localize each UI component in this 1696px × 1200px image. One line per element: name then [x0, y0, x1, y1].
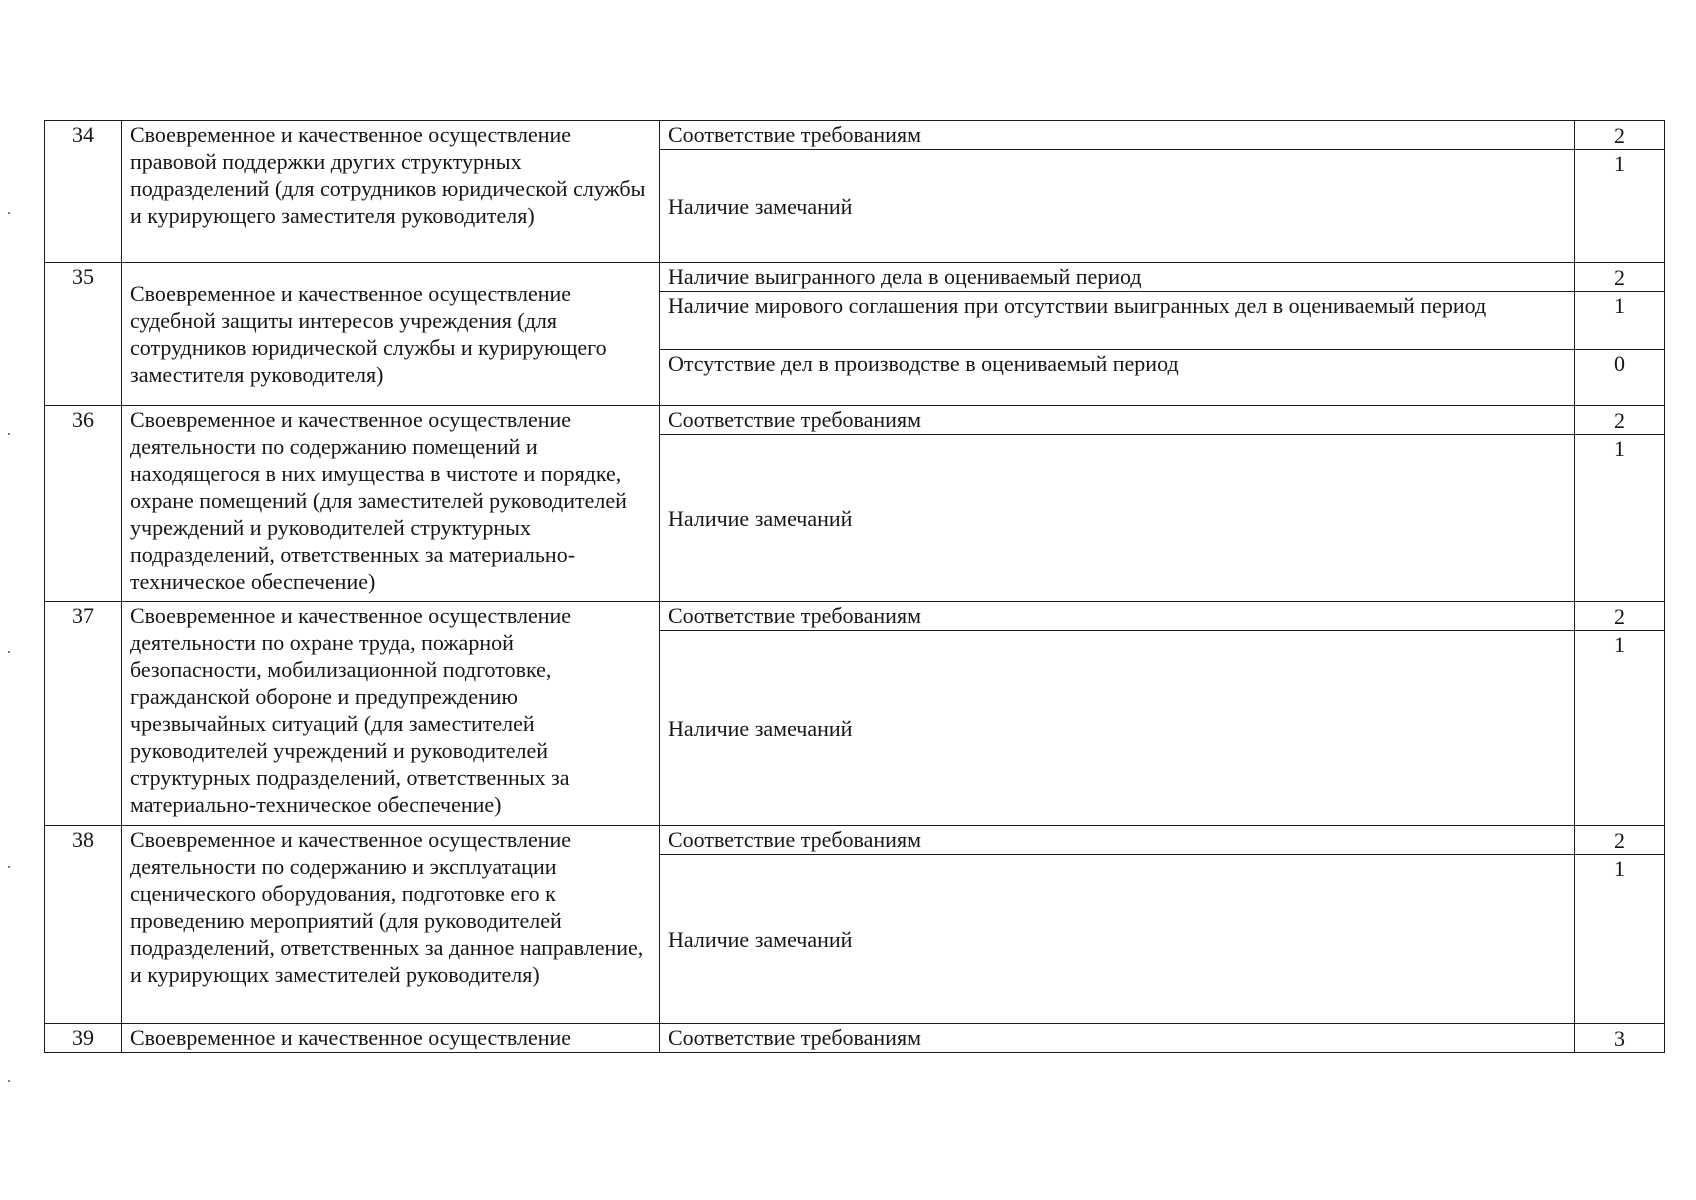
scan-artifact-dot — [8, 1080, 10, 1082]
score-cell: 1 — [1575, 855, 1665, 1024]
score-cell: 1 — [1575, 435, 1665, 602]
row-description: Своевременное и качественное осуществление — [122, 1024, 660, 1053]
score-cell: 1 — [1575, 631, 1665, 826]
scan-artifact-dot — [8, 651, 10, 653]
score-cell: 0 — [1575, 350, 1665, 406]
score-cell: 2 — [1575, 406, 1665, 435]
row-description: Своевременное и качественное осуществление правовой поддержки других структурных подразделений (для сотрудников юридической службы и курирующего заместителя руководителя) — [122, 121, 660, 263]
row-number: 39 — [45, 1024, 122, 1053]
row-description: Своевременное и качественное осуществление деятельности по охране труда, пожарной безопасности, мобилизационной подготовке, гражданской обороне и предупреждению чрезвычайных ситуаций (для заместителей руководителей учреждений и руководителей структурных подразделений, ответственных за материально-техническое обеспечение) — [122, 602, 660, 826]
table-row — [45, 406, 1665, 435]
scan-artifact-dot — [8, 866, 10, 868]
table-row — [45, 121, 1665, 150]
condition-cell: Отсутствие дел в производстве в оцениваемый период — [660, 350, 1575, 406]
condition-cell: Соответствие требованиям — [660, 602, 1575, 631]
score-cell: 1 — [1575, 292, 1665, 350]
table-row — [45, 1024, 1665, 1053]
row-description: Своевременное и качественное осуществление деятельности по содержанию и эксплуатации сценического оборудования, подготовке его к проведению мероприятий (для руководителей подразделений, ответственных за данное направление, и курирующих заместителей руководителя) — [122, 826, 660, 1024]
table-row — [45, 602, 1665, 631]
score-cell: 1 — [1575, 150, 1665, 263]
table-row — [45, 826, 1665, 855]
score-cell: 2 — [1575, 826, 1665, 855]
condition-cell: Наличие замечаний — [660, 855, 1575, 1024]
condition-cell: Соответствие требованиям — [660, 121, 1575, 150]
scan-artifact-dot — [8, 212, 10, 214]
row-number: 38 — [45, 826, 122, 1024]
condition-cell: Наличие замечаний — [660, 631, 1575, 826]
condition-cell: Наличие замечаний — [660, 150, 1575, 263]
condition-cell: Наличие выигранного дела в оцениваемый период — [660, 263, 1575, 292]
condition-cell: Соответствие требованиям — [660, 1024, 1575, 1053]
score-cell: 2 — [1575, 602, 1665, 631]
row-number: 34 — [45, 121, 122, 263]
row-number: 37 — [45, 602, 122, 826]
scan-artifact-dot — [8, 433, 10, 435]
condition-cell: Соответствие требованиям — [660, 826, 1575, 855]
row-description: Своевременное и качественное осуществление судебной защиты интересов учреждения (для сотрудников юридической службы и курирующего заместителя руководителя) — [122, 263, 660, 406]
row-number: 36 — [45, 406, 122, 602]
table-row — [45, 263, 1665, 292]
score-cell: 2 — [1575, 121, 1665, 150]
condition-cell: Наличие замечаний — [660, 435, 1575, 602]
score-cell: 2 — [1575, 263, 1665, 292]
row-number: 35 — [45, 263, 122, 406]
row-description: Своевременное и качественное осуществление деятельности по содержанию помещений и находящегося в них имущества в чистоте и порядке, охране помещений (для заместителей руководителей учреждений и руководителей структурных подразделений, ответственных за материально-техническое обеспечение) — [122, 406, 660, 602]
condition-cell: Соответствие требованиям — [660, 406, 1575, 435]
score-cell: 3 — [1575, 1024, 1665, 1053]
criteria-table — [44, 120, 1665, 1053]
condition-cell: Наличие мирового соглашения при отсутствии выигранных дел в оцениваемый период — [660, 292, 1575, 350]
